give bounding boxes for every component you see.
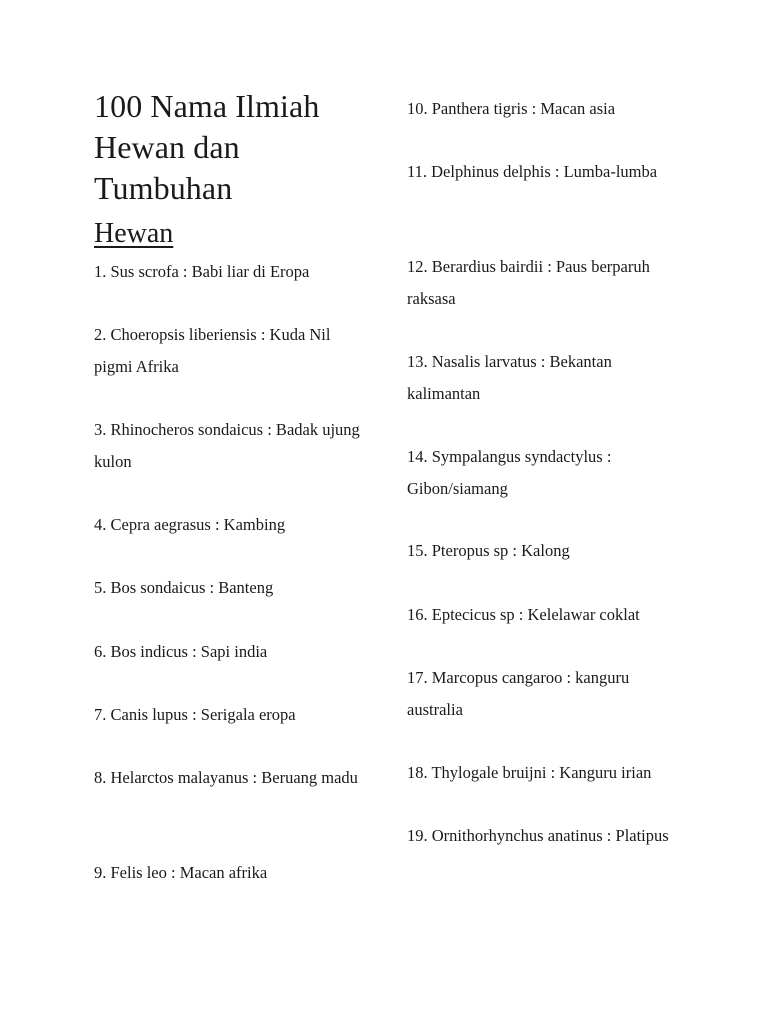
list-item: 9. Felis leo : Macan afrika	[94, 863, 268, 882]
page-title: 100 Nama Ilmiah Hewan dan Tumbuhan	[94, 88, 320, 206]
list-item: 5. Bos sondaicus : Banteng	[94, 578, 274, 597]
list-item: 17. Marcopus cangaroo : kanguru australia	[407, 668, 630, 719]
list-item: 12. Berardius bairdii : Paus berparuh raksasa	[407, 257, 650, 308]
list-item: 8. Helarctos malayanus : Beruang madu	[94, 768, 358, 787]
list-item: 11. Delphinus delphis : Lumba-lumba	[407, 162, 658, 181]
list-item: 6. Bos indicus : Sapi india	[94, 642, 268, 661]
list-item: 7. Canis lupus : Serigala eropa	[94, 705, 296, 724]
list-item: 2. Choeropsis liberiensis : Kuda Nil pigmi Afrika	[94, 325, 331, 376]
list-item: 16. Eptecicus sp : Kelelawar coklat	[407, 605, 640, 624]
list-item: 4. Cepra aegrasus : Kambing	[94, 515, 286, 534]
list-item: 15. Pteropus sp : Kalong	[407, 541, 570, 560]
list-item: 18. Thylogale bruijni : Kanguru irian	[407, 763, 652, 782]
list-item: 14. Sympalangus syndactylus : Gibon/siamang	[407, 447, 612, 498]
list-item: 1. Sus scrofa : Babi liar di Eropa	[94, 262, 310, 281]
list-item: 3. Rhinocheros sondaicus : Badak ujung kulon	[94, 420, 360, 471]
list-item: 19. Ornithorhynchus anatinus : Platipus	[407, 826, 669, 845]
list-item: 13. Nasalis larvatus : Bekantan kalimantan	[407, 352, 612, 403]
list-item: 10. Panthera tigris : Macan asia	[407, 99, 616, 118]
section-heading-hewan: Hewan	[94, 218, 174, 249]
